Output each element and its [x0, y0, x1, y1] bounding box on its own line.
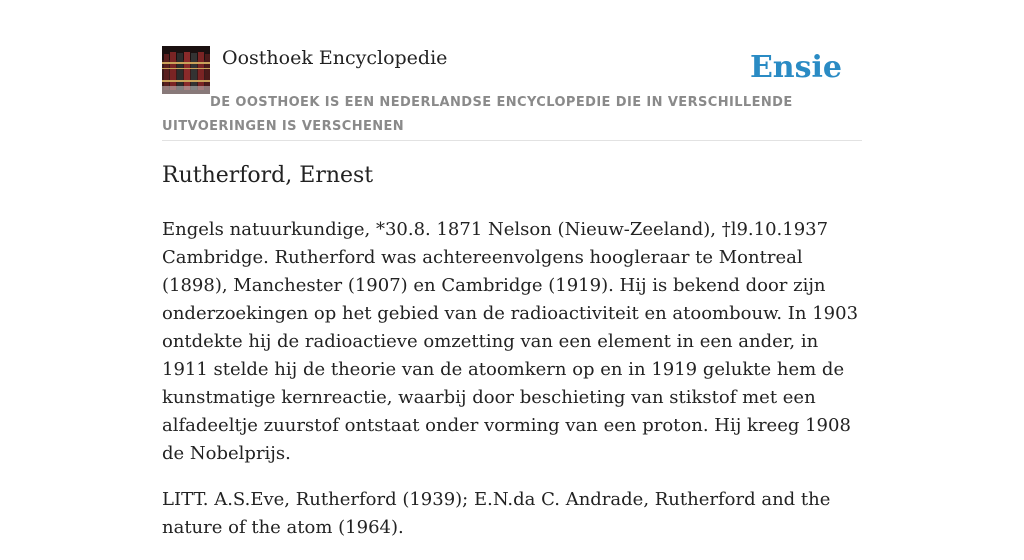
literature-paragraph: LITT. A.S.Eve, Rutherford (1939); E.N.da C. Andrade, Rutherford and the nature of the atom (1964). [162, 489, 831, 538]
article-body [162, 216, 867, 560]
encyclopedia-books-icon[interactable] [162, 46, 210, 94]
source-name-link[interactable]: Oosthoek Encyclopedie [222, 47, 448, 69]
article-title: Rutherford, Ernest [162, 163, 374, 188]
article-paragraph: Engels natuurkundige, *30.8. 1871 Nelson (Nieuw-Zeeland), †l9.10.1937 Cambridge. Rutherford was achtereenvolgens hoogleraar te Montreal (1898), Manchester (1907) en Cambridge (1919). Hij is bekend door zijn onderzoekingen op het gebied van de radioactiviteit en atoombouw. In 1903 ontdekte hij de radioactieve omzetting van een element in een ander, in 1911 stelde hij de theorie van de atoomkern op en in 1919 gelukte hem de kunstmatige kernreactie, waarbij door beschieting van stikstof met een alfadeeltje zuurstof ontstaat onder vorming van een proton. Hij kreeg 1908 de Nobelprijs. [162, 219, 859, 464]
source-tagline: DE OOSTHOEK IS EEN NEDERLANDSE ENCYCLOPEDIE DIE IN VERSCHILLENDE UITVOERINGEN IS VERSCHENEN [162, 95, 793, 134]
source-header [162, 46, 862, 141]
ensie-logo[interactable]: Ensie [749, 50, 842, 85]
